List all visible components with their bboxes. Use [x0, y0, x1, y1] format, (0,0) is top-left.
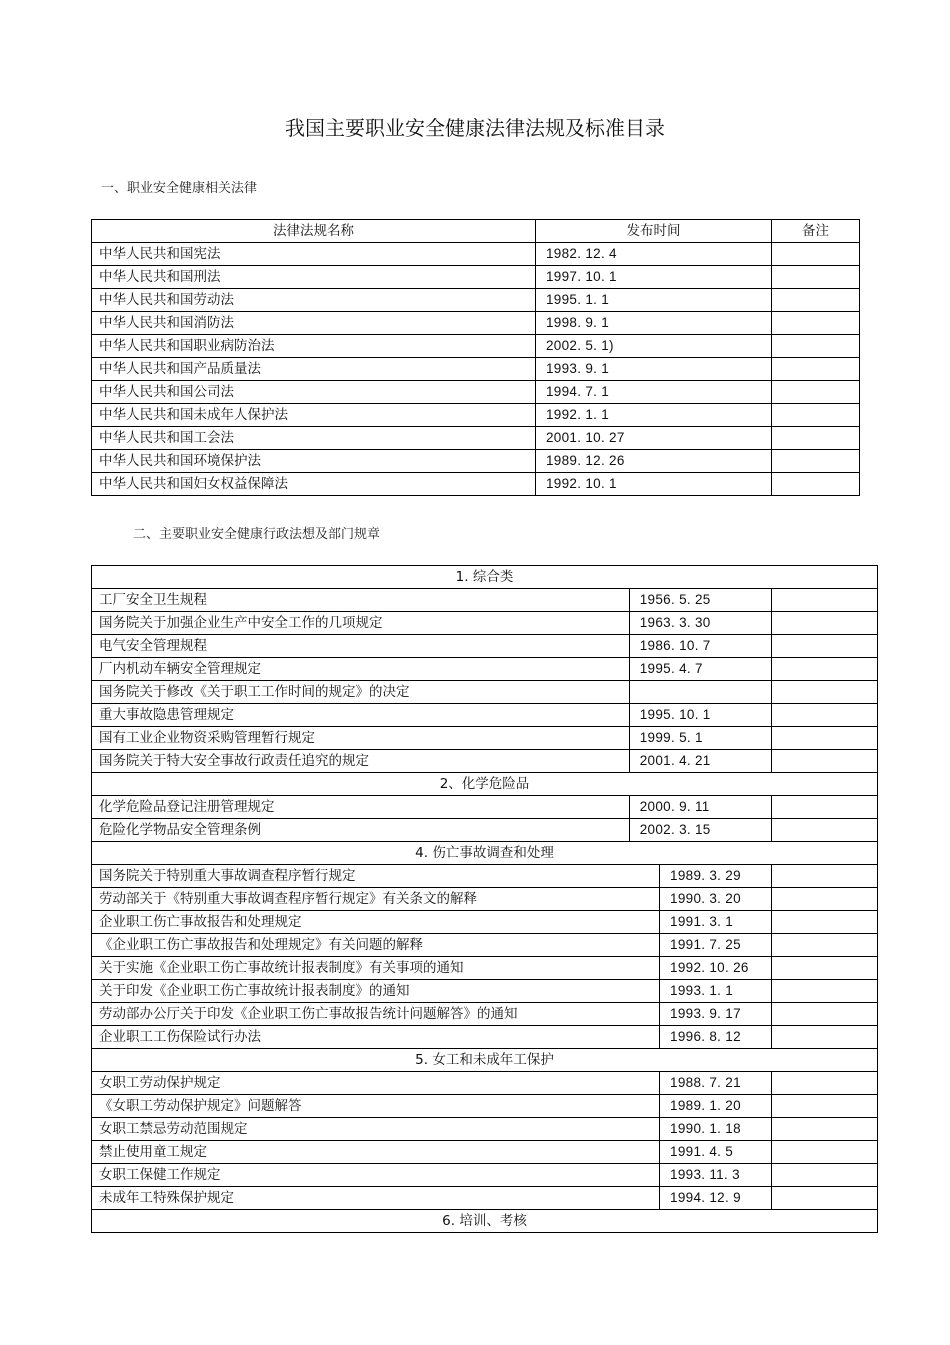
note-cell [772, 635, 878, 658]
note-cell [772, 1026, 878, 1049]
date-cell: 1993. 1. 1 [660, 980, 772, 1003]
law-name-cell: 中华人民共和国公司法 [92, 381, 536, 404]
table-row [92, 980, 878, 1003]
date-cell: 2001. 4. 21 [629, 750, 771, 773]
note-cell [772, 957, 878, 980]
date-cell: 2001. 10. 27 [536, 427, 772, 450]
category-row [92, 1210, 878, 1233]
table-row [92, 888, 878, 911]
table-row [92, 957, 878, 980]
regulation-name-cell: 关于实施《企业职工伤亡事故统计报表制度》有关事项的通知 [92, 957, 660, 980]
note-cell [772, 312, 860, 335]
law-name-cell: 中华人民共和国产品质量法 [92, 358, 536, 381]
table-row [92, 1141, 878, 1164]
date-cell: 1993. 9. 1 [536, 358, 772, 381]
date-cell: 1999. 5. 1 [629, 727, 771, 750]
table-row [92, 289, 860, 312]
regulation-name-cell: 国务院关于特别重大事故调查程序暂行规定 [92, 865, 660, 888]
note-cell [772, 796, 878, 819]
date-cell: 1963. 3. 30 [629, 612, 771, 635]
section-1-heading: 一、职业安全健康相关法律 [101, 181, 258, 196]
column-header: 法律法规名称 [92, 220, 536, 243]
table-row [92, 911, 878, 934]
category-heading: 2、化学危险品 [92, 773, 878, 796]
table-row [92, 750, 878, 773]
note-cell [772, 888, 878, 911]
table-row [92, 335, 860, 358]
date-cell: 1992. 10. 26 [660, 957, 772, 980]
law-name-cell: 中华人民共和国刑法 [92, 266, 536, 289]
date-cell: 1995. 4. 7 [629, 658, 771, 681]
table-row [92, 658, 878, 681]
regulation-name-cell: 关于印发《企业职工伤亡事故统计报表制度》的通知 [92, 980, 660, 1003]
table-row [92, 704, 878, 727]
date-cell: 1992. 10. 1 [536, 473, 772, 496]
table-row [92, 635, 878, 658]
category-row [92, 773, 878, 796]
date-cell: 2000. 9. 11 [629, 796, 771, 819]
regulation-name-cell: 化学危险品登记注册管理规定 [92, 796, 630, 819]
date-cell: 1988. 7. 21 [660, 1072, 772, 1095]
date-cell: 1989. 12. 26 [536, 450, 772, 473]
date-cell: 1986. 10. 7 [629, 635, 771, 658]
date-cell: 1996. 8. 12 [660, 1026, 772, 1049]
table-row [92, 589, 878, 612]
note-cell [772, 658, 878, 681]
category-row [92, 566, 878, 589]
regulation-name-cell: 劳动部关于《特别重大事故调查程序暂行规定》有关条文的解释 [92, 888, 660, 911]
note-cell [772, 1118, 878, 1141]
regulation-name-cell: 国有工业企业物资采购管理暂行规定 [92, 727, 630, 750]
note-cell [772, 589, 878, 612]
table-row [92, 358, 860, 381]
table-row [92, 243, 860, 266]
category-heading: 6. 培训、考核 [92, 1210, 878, 1233]
note-cell [772, 681, 878, 704]
note-cell [772, 865, 878, 888]
regulation-name-cell: 女职工保健工作规定 [92, 1164, 660, 1187]
note-cell [772, 335, 860, 358]
note-cell [772, 1141, 878, 1164]
column-header: 发布时间 [536, 220, 772, 243]
table-row [92, 796, 878, 819]
table-row [92, 473, 860, 496]
table-row [92, 1095, 878, 1118]
note-cell [772, 911, 878, 934]
regulation-name-cell: 国务院关于特大安全事故行政责任追究的规定 [92, 750, 630, 773]
note-cell [772, 427, 860, 450]
law-name-cell: 中华人民共和国宪法 [92, 243, 536, 266]
date-cell: 1993. 9. 17 [660, 1003, 772, 1026]
table-header-row [92, 220, 860, 243]
note-cell [772, 473, 860, 496]
table-row [92, 819, 878, 842]
law-name-cell: 中华人民共和国劳动法 [92, 289, 536, 312]
date-cell: 1956. 5. 25 [629, 589, 771, 612]
date-cell: 1990. 1. 18 [660, 1118, 772, 1141]
date-cell: 1997. 10. 1 [536, 266, 772, 289]
law-name-cell: 中华人民共和国妇女权益保障法 [92, 473, 536, 496]
date-cell: 1994. 12. 9 [660, 1187, 772, 1210]
date-cell [629, 681, 771, 704]
table-row [92, 266, 860, 289]
note-cell [772, 980, 878, 1003]
date-cell: 1991. 7. 25 [660, 934, 772, 957]
date-cell: 1995. 1. 1 [536, 289, 772, 312]
note-cell [772, 243, 860, 266]
table-row [92, 312, 860, 335]
table-row [92, 727, 878, 750]
note-cell [772, 1095, 878, 1118]
note-cell [772, 404, 860, 427]
date-cell: 1991. 3. 1 [660, 911, 772, 934]
regulation-name-cell: 企业职工工伤保险试行办法 [92, 1026, 660, 1049]
regulation-name-cell: 女职工劳动保护规定 [92, 1072, 660, 1095]
table-row [92, 427, 860, 450]
regulation-name-cell: 国务院关于修改《关于职工工作时间的规定》的决定 [92, 681, 630, 704]
table-row [92, 681, 878, 704]
regulation-name-cell: 劳动部办公厅关于印发《企业职工伤亡事故报告统计问题解答》的通知 [92, 1003, 660, 1026]
regulation-name-cell: 电气安全管理规程 [92, 635, 630, 658]
law-name-cell: 中华人民共和国消防法 [92, 312, 536, 335]
regulation-name-cell: 女职工禁忌劳动范围规定 [92, 1118, 660, 1141]
note-cell [772, 1072, 878, 1095]
regulation-name-cell: 《女职工劳动保护规定》问题解答 [92, 1095, 660, 1118]
regulation-name-cell: 企业职工伤亡事故报告和处理规定 [92, 911, 660, 934]
law-name-cell: 中华人民共和国职业病防治法 [92, 335, 536, 358]
date-cell: 1992. 1. 1 [536, 404, 772, 427]
regulations-table [91, 565, 878, 1233]
note-cell [772, 450, 860, 473]
regulation-name-cell: 《企业职工伤亡事故报告和处理规定》有关问题的解释 [92, 934, 660, 957]
date-cell: 2002. 5. 1) [536, 335, 772, 358]
regulation-name-cell: 禁止使用童工规定 [92, 1141, 660, 1164]
page-title: 我国主要职业安全健康法律法规及标准目录 [285, 116, 665, 140]
date-cell: 1989. 3. 29 [660, 865, 772, 888]
section-2-heading: 二、主要职业安全健康行政法想及部门规章 [133, 527, 381, 542]
table-row [92, 1118, 878, 1141]
note-cell [772, 704, 878, 727]
date-cell: 1998. 9. 1 [536, 312, 772, 335]
table-row [92, 1026, 878, 1049]
date-cell: 1989. 1. 20 [660, 1095, 772, 1118]
regulation-name-cell: 工厂安全卫生规程 [92, 589, 630, 612]
date-cell: 1995. 10. 1 [629, 704, 771, 727]
table-row [92, 612, 878, 635]
date-cell: 1993. 11. 3 [660, 1164, 772, 1187]
note-cell [772, 612, 878, 635]
laws-table [91, 219, 860, 496]
note-cell [772, 1187, 878, 1210]
table-row [92, 404, 860, 427]
note-cell [772, 934, 878, 957]
date-cell: 1991. 4. 5 [660, 1141, 772, 1164]
date-cell: 2002. 3. 15 [629, 819, 771, 842]
regulation-name-cell: 重大事故隐患管理规定 [92, 704, 630, 727]
category-row [92, 842, 878, 865]
table-row [92, 865, 878, 888]
table-row [92, 1187, 878, 1210]
regulation-name-cell: 未成年工特殊保护规定 [92, 1187, 660, 1210]
table-row [92, 1164, 878, 1187]
column-header: 备注 [772, 220, 860, 243]
table-row [92, 450, 860, 473]
category-heading: 5. 女工和未成年工保护 [92, 1049, 878, 1072]
note-cell [772, 1164, 878, 1187]
note-cell [772, 727, 878, 750]
date-cell: 1994. 7. 1 [536, 381, 772, 404]
table-row [92, 1003, 878, 1026]
note-cell [772, 358, 860, 381]
category-heading: 4. 伤亡事故调查和处理 [92, 842, 878, 865]
category-heading: 1. 综合类 [92, 566, 878, 589]
law-name-cell: 中华人民共和国工会法 [92, 427, 536, 450]
note-cell [772, 381, 860, 404]
note-cell [772, 819, 878, 842]
table-row [92, 381, 860, 404]
note-cell [772, 266, 860, 289]
date-cell: 1990. 3. 20 [660, 888, 772, 911]
table-row [92, 934, 878, 957]
law-name-cell: 中华人民共和国环境保护法 [92, 450, 536, 473]
regulation-name-cell: 国务院关于加强企业生产中安全工作的几项规定 [92, 612, 630, 635]
law-name-cell: 中华人民共和国未成年人保护法 [92, 404, 536, 427]
note-cell [772, 1003, 878, 1026]
table-row [92, 1072, 878, 1095]
regulation-name-cell: 危险化学物品安全管理条例 [92, 819, 630, 842]
note-cell [772, 289, 860, 312]
note-cell [772, 750, 878, 773]
regulation-name-cell: 厂内机动车辆安全管理规定 [92, 658, 630, 681]
category-row [92, 1049, 878, 1072]
date-cell: 1982. 12. 4 [536, 243, 772, 266]
